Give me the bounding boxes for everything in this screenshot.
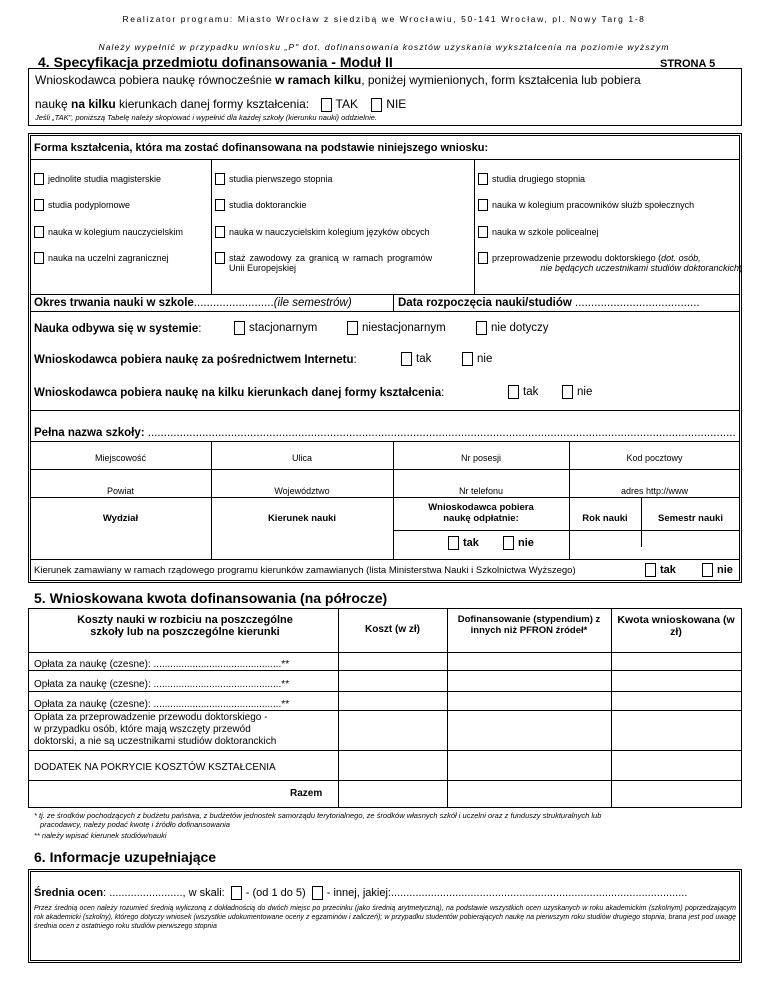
checkbox[interactable] (34, 252, 44, 264)
intro-text: naukę (35, 97, 72, 111)
przewod-row[interactable] (34, 712, 276, 748)
option-kolegium-sluzb[interactable] (478, 200, 694, 211)
intro-line1 (35, 73, 735, 87)
checkbox[interactable] (562, 385, 573, 399)
divider (393, 530, 740, 531)
checkbox[interactable] (234, 321, 245, 335)
nazwa-dots: ........................................................................................................................................................................................ (144, 427, 736, 439)
option-label (229, 253, 477, 273)
checkbox[interactable] (478, 226, 488, 238)
divider (30, 159, 740, 160)
header-kierunek: Kierunek nauki (267, 513, 337, 524)
przewod-line: doktorski, a nie są uczestnikami studiów doktoranckich (34, 736, 277, 747)
przewod-text: nie będących uczestnikami studiów doktoranckich (540, 263, 739, 273)
intro-text: , poniżej wymienionych, form kształcenia lub pobiera (361, 73, 641, 87)
divider (28, 750, 742, 751)
page-label: STRONA 5 (660, 58, 716, 70)
system-row (34, 323, 201, 335)
grid-line (211, 159, 212, 294)
option-przewod[interactable] (478, 253, 742, 273)
data-dots: ....................................... (571, 297, 700, 309)
przewod-text: ) (739, 263, 742, 273)
option-zagraniczna[interactable] (34, 253, 169, 264)
option-label: studia podyplomowe (48, 200, 131, 210)
intro-line2 (35, 97, 406, 112)
checkbox[interactable] (215, 173, 225, 185)
internet-tak[interactable] (401, 352, 431, 366)
col-koszty: Koszty nauki w rozbiciu na poszczególne szkoły lub na poszczególne kierunki (77, 614, 293, 638)
checkbox[interactable] (503, 536, 514, 550)
intro-bold: w ramach kilku (275, 73, 362, 87)
colon: : (441, 387, 445, 399)
checkbox[interactable] (462, 352, 473, 366)
option-label: tak (463, 536, 479, 549)
system-stacjonarnym[interactable] (234, 321, 317, 335)
checkbox[interactable] (508, 385, 519, 399)
option-label: nauka w kolegium nauczycielskim (48, 227, 184, 237)
checkbox[interactable] (215, 199, 225, 211)
system-label: Nauka odbywa się w systemie (34, 323, 199, 335)
oplata-row-1[interactable]: Opłata za naukę (czesne): ..............................................** (34, 659, 290, 670)
option-kolegium-jezykow[interactable] (215, 227, 430, 238)
divider (30, 497, 740, 498)
checkbox[interactable] (401, 352, 412, 366)
option-label: nie dotyczy (491, 322, 549, 335)
divider (28, 652, 742, 653)
footnote-2: ** należy wpisać kierunek studiów/nauki (34, 831, 167, 840)
okres-suffix: (ile semestrów) (273, 297, 352, 309)
okres-field[interactable] (34, 297, 352, 309)
checkbox[interactable] (34, 199, 44, 211)
divider (30, 294, 740, 295)
header-adres-www: adres http://www (620, 486, 689, 496)
intro-note: Jeśli „TAK", poniższą Tabelę należy skopiować i wypełnić dla każdej szkoły (kierunku nauki) oddzielnie. (35, 113, 377, 122)
zamawiany-nie[interactable] (702, 563, 733, 577)
srednia-text: : ........................, w skali: (103, 886, 225, 899)
checkbox[interactable] (215, 252, 225, 264)
header-nr-telefonu: Nr telefonu (458, 486, 504, 496)
option-label: studia drugiego stopnia (492, 174, 586, 184)
przewod-text: przeprowadzenie przewodu doktorskiego ( (492, 253, 662, 263)
divider (30, 469, 740, 470)
srednia-note: Przez średnią ocen należy rozumieć średnią wyliczoną z dokładnością do dwóch miejsc po przecinku (jako średnią arytmetyczną), na podstawie wszystkich ocen uzyskanych w roku akademickim (szkolnym) poprzedzającym rok akademicki (szkolny), którego dotyczy wniosek (wszystkie udokumentowane oceny z egzaminów i zaliczeń); w przypadku studentów pobierających naukę na pierwszym roku studiów drugiego stopnia, brana jest pod uwagę średnia ocen z ostatniego roku studiów pierwszego stopnia (34, 905, 736, 930)
option-label: jednolite studia magisterskie (48, 174, 162, 184)
header-rok-nauki: Rok nauki (582, 513, 628, 524)
divider (30, 441, 740, 442)
grid-line (474, 159, 475, 294)
divider (30, 559, 740, 560)
col-koszt: Koszt (w zł) (365, 624, 420, 635)
divider (30, 410, 740, 411)
divider (28, 670, 742, 671)
checkbox[interactable] (34, 173, 44, 185)
odplatnie-nie[interactable] (503, 536, 534, 550)
option-drugiego[interactable] (478, 174, 585, 185)
checkbox[interactable] (645, 563, 656, 577)
oplata-row-3[interactable]: Opłata za naukę (czesne): ..............................................** (34, 699, 290, 710)
option-policealna[interactable] (478, 227, 599, 238)
option-label: studia pierwszego stopnia (229, 174, 333, 184)
zamawiany-tak[interactable] (645, 563, 676, 577)
checkbox-nie[interactable] (371, 98, 382, 112)
grid-line (447, 608, 448, 808)
data-field[interactable] (398, 297, 700, 309)
internet-row (34, 354, 357, 366)
colon: : (198, 323, 202, 335)
data-label: Data rozpoczęcia nauki/studiów (398, 297, 572, 309)
skala-inna-label: - innej, jakiej:................................................................................................. (326, 886, 688, 899)
header-wojewodztwo: Województwo (274, 486, 330, 496)
internet-nie[interactable] (462, 352, 492, 366)
header-ulica: Ulica (291, 453, 312, 463)
grid-line (611, 608, 612, 808)
realizator-line: Realizator programu: Miasto Wrocław z siedzibą we Wrocławiu, 50-141 Wrocław, pl. Nowy Targ 1-8 (122, 14, 646, 24)
checkbox[interactable] (215, 226, 225, 238)
razem-label: Razem (290, 788, 323, 799)
checkbox[interactable] (478, 252, 488, 264)
kilku-tak[interactable] (508, 385, 538, 399)
footnote-1 (34, 811, 734, 829)
checkbox[interactable] (478, 173, 488, 185)
okres-dots: ......................... (193, 297, 274, 309)
footnote-line: pracodawcy, należy podać kwotę i źródło dofinansowania (40, 820, 230, 829)
oplata-row-2[interactable]: Opłata za naukę (czesne): ..............................................** (34, 679, 290, 690)
nie-label: NIE (386, 97, 407, 111)
header-wydzial: Wydział (102, 513, 139, 524)
przewod-text: dot. osób, (661, 253, 701, 263)
system-niestacjonarnym[interactable] (347, 321, 446, 335)
option-pierwszego[interactable] (215, 174, 333, 185)
option-label (492, 253, 742, 273)
section4-title: 4. Specyfikacja przedmiotu dofinansowania - Moduł II (38, 54, 393, 70)
grid-line (393, 294, 394, 311)
srednia-row[interactable] (34, 886, 687, 900)
system-nie-dotyczy[interactable] (476, 321, 549, 335)
divider (30, 311, 740, 312)
fill-note: Należy wypełnić w przypadku wniosku „P" dot. dofinansowania kosztów uzyskania wykształcenia na poziomie wyższym (98, 42, 670, 52)
kilku-row (34, 387, 444, 399)
kilku-label: Wnioskodawca pobiera naukę na kilku kierunkach danej formy kształcenia (34, 387, 442, 399)
grid-line (338, 608, 339, 808)
option-label: niestacjonarnym (362, 322, 446, 335)
checkbox[interactable] (476, 321, 487, 335)
section5-title: 5. Wnioskowana kwota dofinansowania (na półrocze) (34, 590, 388, 606)
option-staz[interactable] (215, 253, 477, 273)
checkbox-skala-inna[interactable] (312, 886, 323, 900)
header-odplatnie: Wnioskodawca pobiera naukę odpłatnie: (428, 502, 534, 524)
col-dofinansowanie: Dofinansowanie (stypendium) z innych niż PFRON źródeł* (457, 614, 601, 636)
srednia-label: Średnia ocen (34, 886, 104, 899)
kierunek-zamawiany-label: Kierunek zamawiany w ramach rządowego programu kierunków zamawianych (lista Ministerstwa Nauki i Szkolnictwa Wyższego) (34, 565, 576, 576)
section6-title: 6. Informacje uzupełniające (34, 849, 217, 865)
przewod-line: w przypadku osób, które mają wszczęty przewód (34, 724, 251, 735)
header-kod-pocztowy: Kod pocztowy (626, 453, 683, 463)
col-kwota: Kwota wnioskowana (w zł) (617, 614, 735, 638)
colon: : (353, 354, 357, 366)
nazwa-field[interactable] (34, 427, 738, 439)
internet-label: Wnioskodawca pobiera naukę za pośrednictwem Internetu (34, 354, 354, 366)
option-label: tak (523, 386, 539, 399)
checkbox[interactable] (702, 563, 713, 577)
intro-text: kierunkach danej formy kształcenia: (115, 97, 310, 111)
forma-title: Forma kształcenia, która ma zostać dofinansowana na podstawie niniejszego wniosku: (34, 142, 489, 154)
divider (28, 780, 742, 781)
kilku-nie[interactable] (562, 385, 592, 399)
intro-bold: na kilku (71, 97, 116, 111)
option-jednolite[interactable] (34, 174, 161, 185)
option-label: stacjonarnym (249, 322, 318, 335)
przewod-line: Opłata za przeprowadzenie przewodu doktorskiego - (34, 712, 268, 723)
option-label: nie (717, 563, 733, 576)
option-label: nauka w nauczycielskim kolegium języków obcych (229, 227, 430, 237)
option-label: nauka na uczelni zagranicznej (48, 253, 169, 263)
option-label: nie (577, 386, 593, 399)
intro-box (28, 68, 742, 126)
footnote-line: * tj. ze środków pochodzących z budżetu państwa, z budżetów jednostek samorządu terytorialnego, ze środków własnych szkół i uczelni oraz z funduszy strukturalnych lub (34, 811, 602, 820)
staz-line1: staż zawodowy za granicą w ramach programów (229, 253, 433, 263)
tak-label: TAK (335, 97, 358, 111)
nazwa-label: Pełna nazwa szkoły: (34, 427, 145, 439)
header-semestr-nauki: Semestr nauki (658, 513, 723, 524)
dodatek-row[interactable]: DODATEK NA POKRYCIE KOSZTÓW KSZTAŁCENIA (34, 762, 276, 773)
option-doktoranckie[interactable] (215, 200, 307, 211)
checkbox[interactable] (347, 321, 358, 335)
checkbox[interactable] (34, 226, 44, 238)
intro-text: Wnioskodawca pobiera naukę równocześnie (35, 73, 276, 87)
header-powiat: Powiat (106, 486, 134, 496)
divider (28, 691, 742, 692)
skala-5-label: - (od 1 do 5) (245, 886, 306, 899)
checkbox-skala-5[interactable] (231, 886, 242, 900)
checkbox[interactable] (448, 536, 459, 550)
option-label: studia doktoranckie (229, 200, 307, 210)
header-miejscowosc: Miejscowość (94, 453, 146, 463)
option-label: tak (416, 353, 432, 366)
header-nr-posesji: Nr posesji (460, 453, 501, 463)
option-label: nauka w kolegium pracowników służb społecznych (492, 200, 695, 210)
option-label: nauka w szkole policealnej (492, 227, 599, 237)
option-label: nie (518, 536, 534, 549)
option-podyplomowe[interactable] (34, 200, 130, 211)
odplatnie-tak[interactable] (448, 536, 479, 550)
divider (28, 710, 742, 711)
okres-label: Okres trwania nauki w szkole (34, 297, 194, 309)
option-label: nie (477, 353, 493, 366)
checkbox[interactable] (478, 199, 488, 211)
staz-line2: Unii Europejskiej (229, 263, 297, 273)
option-label: tak (660, 563, 676, 576)
option-kolegium-nauczycielskie[interactable] (34, 227, 183, 238)
checkbox-tak[interactable] (321, 98, 332, 112)
